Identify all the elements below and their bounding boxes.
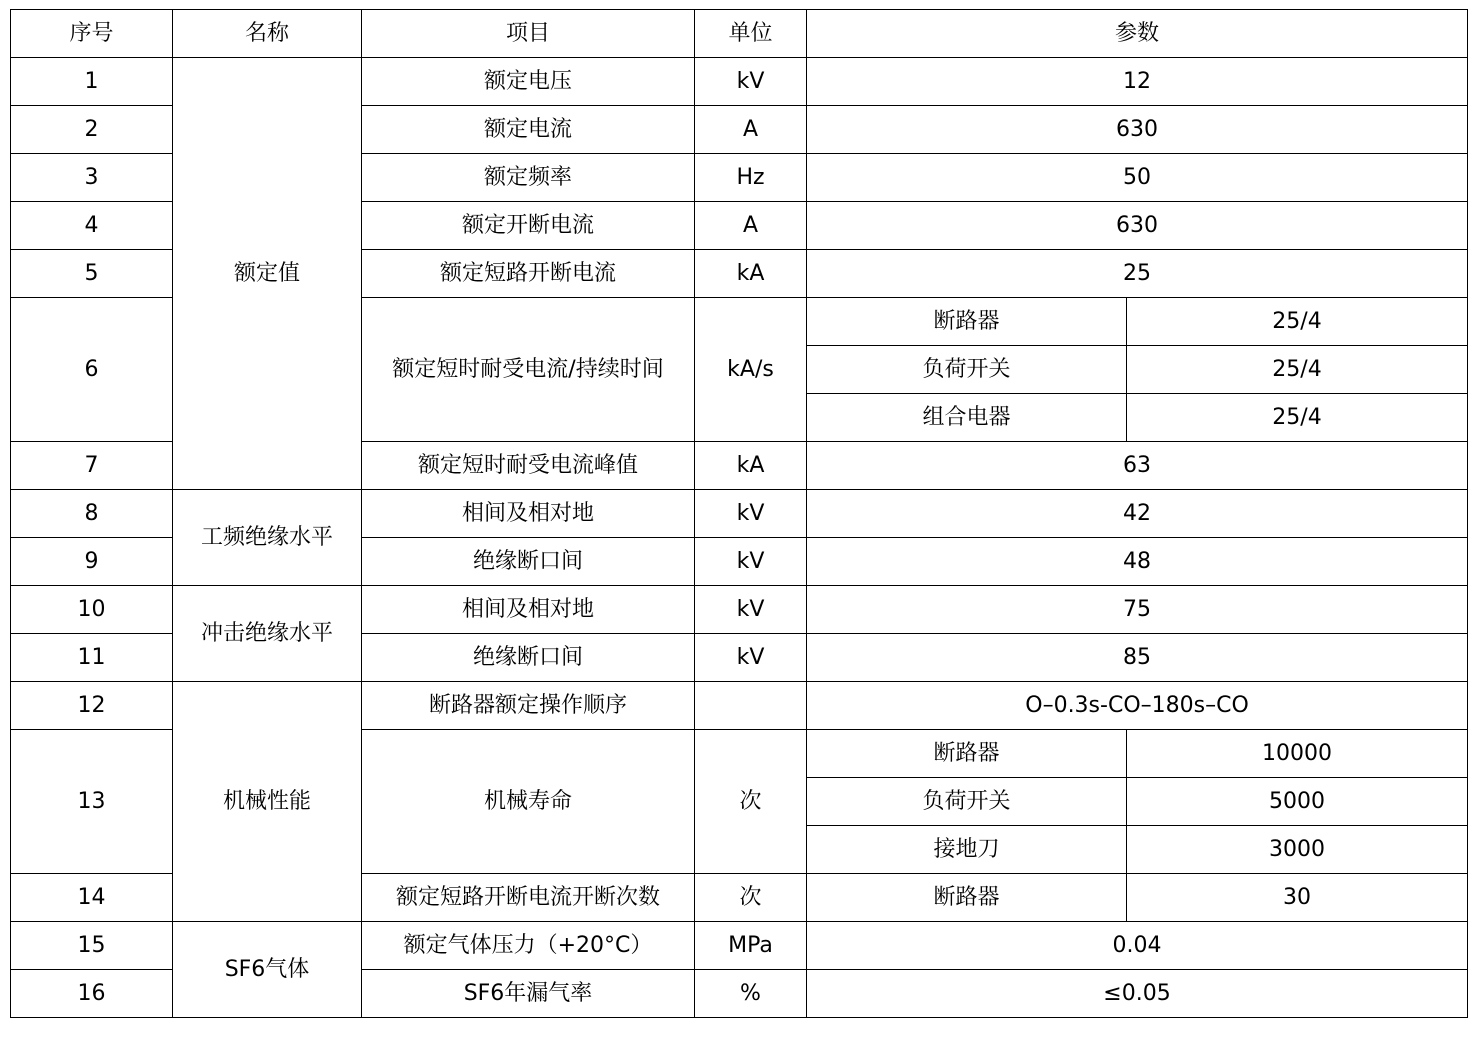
cell-no: 7 xyxy=(11,442,173,490)
cell-item: 相间及相对地 xyxy=(362,586,695,634)
table-row xyxy=(11,682,1468,730)
cell-sub-value: 25/4 xyxy=(1127,298,1468,346)
cell-no: 14 xyxy=(11,874,173,922)
header-item: 项目 xyxy=(362,10,695,58)
cell-unit: kV xyxy=(695,634,807,682)
cell-sub-label: 组合电器 xyxy=(807,394,1127,442)
cell-item: 额定开断电流 xyxy=(362,202,695,250)
cell-no: 13 xyxy=(11,730,173,874)
cell-sub-label: 断路器 xyxy=(807,730,1127,778)
header-name: 名称 xyxy=(173,10,362,58)
table-header xyxy=(11,10,1468,58)
cell-value: 75 xyxy=(807,586,1468,634)
cell-value: 63 xyxy=(807,442,1468,490)
group-mechanical: 机械性能 xyxy=(173,682,362,922)
cell-value: 25 xyxy=(807,250,1468,298)
cell-sub-value: 25/4 xyxy=(1127,394,1468,442)
header-no: 序号 xyxy=(11,10,173,58)
cell-no: 2 xyxy=(11,106,173,154)
cell-unit: kV xyxy=(695,490,807,538)
table-row xyxy=(11,490,1468,538)
cell-item: 相间及相对地 xyxy=(362,490,695,538)
cell-value: 630 xyxy=(807,106,1468,154)
cell-no: 15 xyxy=(11,922,173,970)
cell-value: 48 xyxy=(807,538,1468,586)
cell-unit: Hz xyxy=(695,154,807,202)
cell-item: 额定气体压力（+20°C） xyxy=(362,922,695,970)
cell-sub-label: 负荷开关 xyxy=(807,778,1127,826)
table-row xyxy=(11,922,1468,970)
cell-value: 50 xyxy=(807,154,1468,202)
cell-sub-value: 5000 xyxy=(1127,778,1468,826)
cell-unit: 次 xyxy=(695,730,807,874)
cell-no: 12 xyxy=(11,682,173,730)
header-param: 参数 xyxy=(807,10,1468,58)
cell-value: O–0.3s-CO–180s–CO xyxy=(807,682,1468,730)
cell-item: 机械寿命 xyxy=(362,730,695,874)
cell-no: 9 xyxy=(11,538,173,586)
cell-no: 16 xyxy=(11,970,173,1018)
cell-unit: MPa xyxy=(695,922,807,970)
cell-item: 绝缘断口间 xyxy=(362,538,695,586)
cell-value: 630 xyxy=(807,202,1468,250)
cell-sub-value: 3000 xyxy=(1127,826,1468,874)
cell-value: ≤0.05 xyxy=(807,970,1468,1018)
cell-sub-label: 负荷开关 xyxy=(807,346,1127,394)
cell-no: 4 xyxy=(11,202,173,250)
cell-unit: A xyxy=(695,202,807,250)
group-impulse: 冲击绝缘水平 xyxy=(173,586,362,682)
cell-item: 额定短路开断电流 xyxy=(362,250,695,298)
header-unit: 单位 xyxy=(695,10,807,58)
parameter-table xyxy=(10,9,1468,1018)
cell-unit xyxy=(695,682,807,730)
cell-value: 12 xyxy=(807,58,1468,106)
cell-unit: A xyxy=(695,106,807,154)
cell-item: 额定电压 xyxy=(362,58,695,106)
cell-no: 11 xyxy=(11,634,173,682)
cell-item: 额定短路开断电流开断次数 xyxy=(362,874,695,922)
cell-unit: % xyxy=(695,970,807,1018)
cell-item: 断路器额定操作顺序 xyxy=(362,682,695,730)
cell-item: SF6年漏气率 xyxy=(362,970,695,1018)
cell-unit: kA xyxy=(695,442,807,490)
cell-no: 8 xyxy=(11,490,173,538)
cell-unit: kA/s xyxy=(695,298,807,442)
cell-no: 1 xyxy=(11,58,173,106)
cell-no: 10 xyxy=(11,586,173,634)
cell-unit: kA xyxy=(695,250,807,298)
group-sf6: SF6气体 xyxy=(173,922,362,1018)
group-power-freq: 工频绝缘水平 xyxy=(173,490,362,586)
cell-unit: kV xyxy=(695,586,807,634)
cell-sub-label: 接地刀 xyxy=(807,826,1127,874)
cell-no: 3 xyxy=(11,154,173,202)
cell-unit: kV xyxy=(695,538,807,586)
table-row xyxy=(11,586,1468,634)
cell-no: 6 xyxy=(11,298,173,442)
cell-item: 额定电流 xyxy=(362,106,695,154)
cell-sub-value: 30 xyxy=(1127,874,1468,922)
cell-sub-label: 断路器 xyxy=(807,298,1127,346)
cell-value: 42 xyxy=(807,490,1468,538)
cell-no: 5 xyxy=(11,250,173,298)
cell-item: 额定短时耐受电流峰值 xyxy=(362,442,695,490)
cell-item: 绝缘断口间 xyxy=(362,634,695,682)
cell-sub-value: 25/4 xyxy=(1127,346,1468,394)
cell-sub-label: 断路器 xyxy=(807,874,1127,922)
group-rated: 额定值 xyxy=(173,58,362,490)
table-row xyxy=(11,58,1468,106)
cell-item: 额定频率 xyxy=(362,154,695,202)
cell-value: 0.04 xyxy=(807,922,1468,970)
cell-unit: 次 xyxy=(695,874,807,922)
cell-sub-value: 10000 xyxy=(1127,730,1468,778)
cell-value: 85 xyxy=(807,634,1468,682)
cell-item: 额定短时耐受电流/持续时间 xyxy=(362,298,695,442)
cell-unit: kV xyxy=(695,58,807,106)
